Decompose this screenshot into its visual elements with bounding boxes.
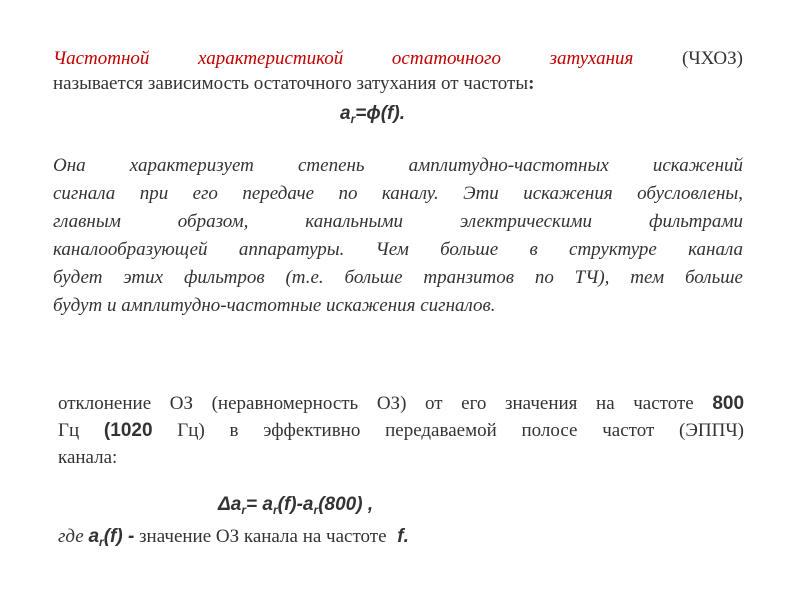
description-line: будут и амплитудно-частотные искажения сигналов.: [53, 295, 496, 316]
deviation-line-1: отклонение ОЗ (неравномерность ОЗ) от его значения на частоте 800: [58, 393, 745, 414]
description-line: Она характеризует степень амплитудно-частотных искажений: [53, 155, 743, 176]
deviation-paragraph: [58, 390, 744, 471]
definition-line-2: называется зависимость остаточного затухания от частоты:: [53, 73, 535, 94]
description-line: каналообразующей аппаратуры. Чем больше в структуре канала: [53, 239, 743, 260]
formula-attenuation: $a_r=\phi(f)$.: [340, 103, 405, 126]
description-line: будет этих фильтров (т.е. больше транзитов по ТЧ), тем больше: [53, 267, 743, 288]
frequency-1020: (1020: [103, 420, 153, 441]
frequency-800: 800: [712, 393, 745, 414]
where-line-content: где $a_r(f)$ - значение ОЗ канала на частоте f.: [58, 526, 409, 549]
deviation-line-2: Гц (1020 Гц) в эффективно передаваемой полосе частот (ЭППЧ): [58, 420, 745, 441]
description-paragraph: [53, 152, 743, 320]
where-line: [58, 524, 744, 555]
where-frequency: f.: [397, 526, 409, 547]
definition-term: Частотной характеристикой остаточного затухания: [53, 48, 634, 69]
definition-line-1: [53, 46, 743, 71]
definition-abbr: (ЧХОЗ): [681, 48, 743, 69]
definition-paragraph: [53, 46, 743, 96]
description-line: сигнала при его передаче по каналу. Эти искажения обусловлены,: [53, 183, 743, 204]
formula-deviation: $\Delta a_r= a_r(f)-a_r(800)$ ,: [218, 494, 374, 517]
deviation-line-3: канала:: [58, 447, 118, 468]
description-line: главным образом, канальными электрическими фильтрами: [53, 211, 743, 232]
where-symbol: $a_r(f)$ -: [88, 526, 135, 549]
